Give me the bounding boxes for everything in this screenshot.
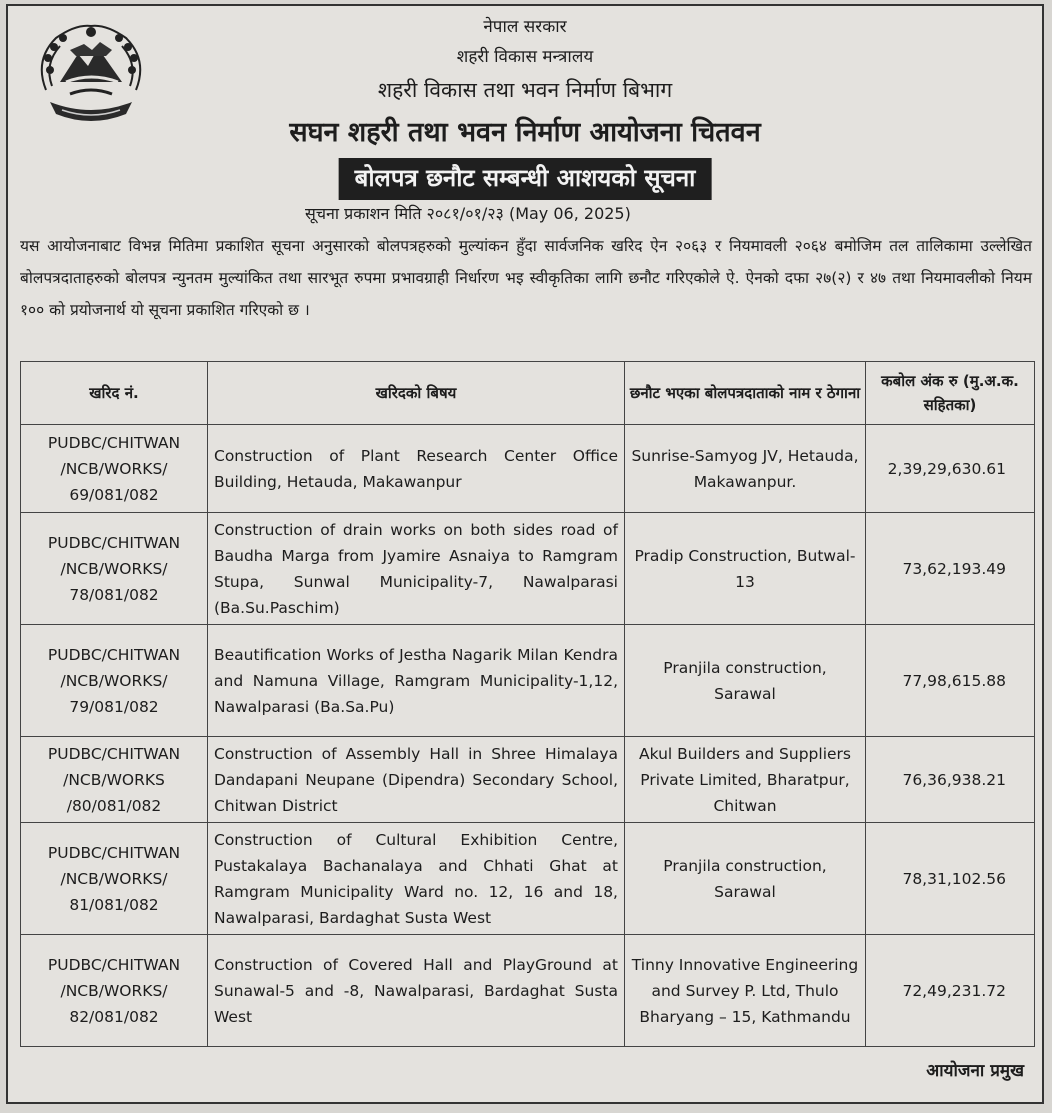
signature-project-chief: आयोजना प्रमुख — [926, 1061, 1024, 1081]
procurement-code: PUDBC/CHITWAN /NCB/WORKS/ 69/081/082 — [21, 425, 208, 513]
bid-amount: 73,62,193.49 — [866, 513, 1035, 625]
bidder-name: Sunrise-Samyog JV, Hetauda, Makawanpur. — [625, 425, 866, 513]
procurement-subject: Construction of drain works on both sides road of Baudha Marga from Jyamire Asnaiya to Ramgram Stupa, Sunwal Municipality-7, Nawalparasi (Ba.Su.Paschim) — [208, 513, 625, 625]
bid-amount: 76,36,938.21 — [866, 737, 1035, 823]
procurement-subject: Construction of Plant Research Center Office Building, Hetauda, Makawanpur — [208, 425, 625, 513]
government-name: नेपाल सरकार — [483, 17, 567, 37]
header-procurement-subject: खरिदको बिषय — [208, 362, 625, 425]
notice-title: बोलपत्र छनौट सम्बन्धी आशयको सूचना — [339, 158, 712, 200]
table-header-row — [21, 362, 1035, 425]
header-bidder-name-address: छनौट भएका बोलपत्रदाताको नाम र ठेगाना — [625, 362, 866, 425]
procurement-subject: Construction of Covered Hall and PlayGround at Sunawal-5 and -8, Nawalparasi, Bardaghat Susta West — [208, 935, 625, 1047]
bidder-name: Tinny Innovative Engineering and Survey P. Ltd, Thulo Bharyang – 15, Kathmandu — [625, 935, 866, 1047]
publication-date: सूचना प्रकाशन मिति २०८१/०१/२३ (May 06, 2025) — [305, 204, 631, 223]
notice-body-text: यस आयोजनाबाट विभन्न मितिमा प्रकाशित सूचना अनुसारको बोलपत्रहरुको मुल्यांकन हुँदा सार्वजनिक खरिद ऐन २०६३ र नियमावली २०६४ बमोजिम तल तालिकामा उल्लेखित बोलपत्रदाताहरुको बोलपत्र न्युनतम मुल्यांकित तथा सारभूत रुपमा प्रभावग्राही निर्धारण भइ स्वीकृतिका लागि छनौट गरिएकोले ऐ. ऐनको दफा २७(२) र ४७ तथा नियमावलीको नियम १०० को प्रयोजनार्थ यो सूचना प्रकाशित गरिएको छ । — [20, 237, 1032, 319]
procurement-code: PUDBC/CHITWAN /NCB/WORKS/ 79/081/082 — [21, 625, 208, 737]
header-bid-amount: कबोल अंक रु (मु.अ.क. सहितका) — [866, 362, 1035, 425]
bid-amount: 77,98,615.88 — [866, 625, 1035, 737]
selected-bidders-table — [20, 361, 1035, 1047]
procurement-subject: Beautification Works of Jestha Nagarik Milan Kendra and Namuna Village, Ramgram Municipality-1,12, Nawalparasi (Ba.Sa.Pu) — [208, 625, 625, 737]
procurement-code: PUDBC/CHITWAN /NCB/WORKS/ 82/081/082 — [21, 935, 208, 1047]
table-row — [21, 513, 1035, 625]
bidder-name: Pradip Construction, Butwal-13 — [625, 513, 866, 625]
bidder-name: Pranjila construction, Sarawal — [625, 625, 866, 737]
bid-amount: 2,39,29,630.61 — [866, 425, 1035, 513]
header-procurement-no: खरिद नं. — [21, 362, 208, 425]
bidder-name: Akul Builders and Suppliers Private Limited, Bharatpur, Chitwan — [625, 737, 866, 823]
table-row — [21, 823, 1035, 935]
procurement-subject: Construction of Assembly Hall in Shree Himalaya Dandapani Neupane (Dipendra) Secondary School, Chitwan District — [208, 737, 625, 823]
notice-sheet — [6, 4, 1044, 1104]
table-row — [21, 425, 1035, 513]
procurement-subject: Construction of Cultural Exhibition Centre, Pustakalaya Bachanalaya and Chhati Ghat at Ramgram Municipality Ward no. 12, 16 and 18, Nawalparasi, Bardaghat Susta West — [208, 823, 625, 935]
table-row — [21, 935, 1035, 1047]
ministry-name: शहरी विकास मन्त्रालय — [456, 47, 594, 67]
department-name: शहरी विकास तथा भवन निर्माण बिभाग — [377, 78, 673, 102]
procurement-code: PUDBC/CHITWAN /NCB/WORKS/ 78/081/082 — [21, 513, 208, 625]
bid-amount: 78,31,102.56 — [866, 823, 1035, 935]
bid-amount: 72,49,231.72 — [866, 935, 1035, 1047]
project-name: सघन शहरी तथा भवन निर्माण आयोजना चितवन — [289, 117, 761, 148]
table-row — [21, 625, 1035, 737]
bidder-name: Pranjila construction, Sarawal — [625, 823, 866, 935]
procurement-code: PUDBC/CHITWAN /NCB/WORKS/ 81/081/082 — [21, 823, 208, 935]
procurement-code: PUDBC/CHITWAN /NCB/WORKS /80/081/082 — [21, 737, 208, 823]
table-row — [21, 737, 1035, 823]
